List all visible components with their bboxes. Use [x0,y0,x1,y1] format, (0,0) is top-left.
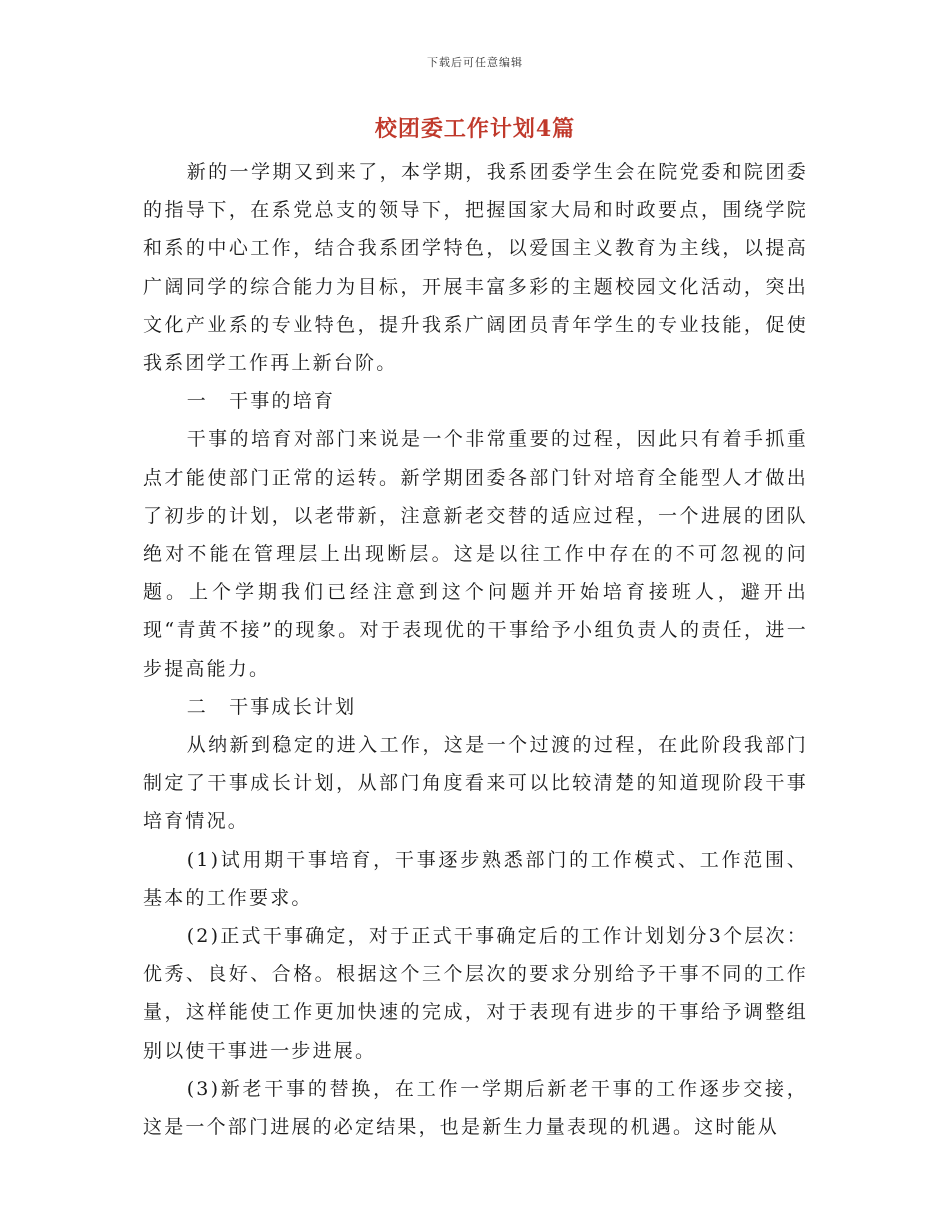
document-title: 校团委工作计划4篇 [374,116,576,142]
paragraph-training: 干事的培育对部门来说是一个非常重要的过程，因此只有着手抓重点才能使部门正常的运转。新学期团委各部门针对培育全能型人才做出了初步的计划，以老带新，注意新老交替的适应过程，一个进展的团队绝对不能在管理层上出现断层。这是以往工作中存在的不可忽视的问题。上个学期我们已经注意到这个问题并开始培育接班人，避开出现“青黄不接”的现象。对于表现优的干事给予小组负责人的责任，进一步提高能力。 [143,428,808,680]
header-note: 下载后可任意编辑 [427,56,523,69]
section-heading-1: 一 干事的培育 [186,390,336,413]
list-item-3: (3)新老干事的替换，在工作一学期后新老干事的工作逐步交接，这是一个部门进展的必定结果，也是新生力量表现的机遇。这时能从 [143,1077,808,1139]
paragraph-growth-plan: 从纳新到稳定的进入工作，这是一个过渡的过程，在此阶段我部门制定了干事成长计划，从部门角度看来可以比较清楚的知道现阶段干事培育情况。 [143,734,808,833]
document-body [143,153,808,1146]
section-heading-2: 二 干事成长计划 [186,695,357,718]
paragraph-intro: 新的一学期又到来了，本学期，我系团委学生会在院党委和院团委的指导下，在系党总支的领导下，把握国家大局和时政要点，围绕学院和系的中心工作，结合我系团学特色，以爱国主义教育为主线，以提高广阔同学的综合能力为目标，开展丰富多彩的主题校园文化活动，突出文化产业系的专业特色，提升我系广阔团员青年学生的专业技能，促使我系团学工作再上新台阶。 [143,161,808,375]
list-item-2: (2)正式干事确定，对于正式干事确定后的工作计划划分3个层次：优秀、良好、合格。根据这个三个层次的要求分别给予干事不同的工作量，这样能使工作更加快速的完成，对于表现有进步的干事给予调整组别以使干事进一步进展。 [143,925,808,1062]
list-item-1: (1)试用期干事培育，干事逐步熟悉部门的工作模式、工作范围、基本的工作要求。 [143,848,808,909]
